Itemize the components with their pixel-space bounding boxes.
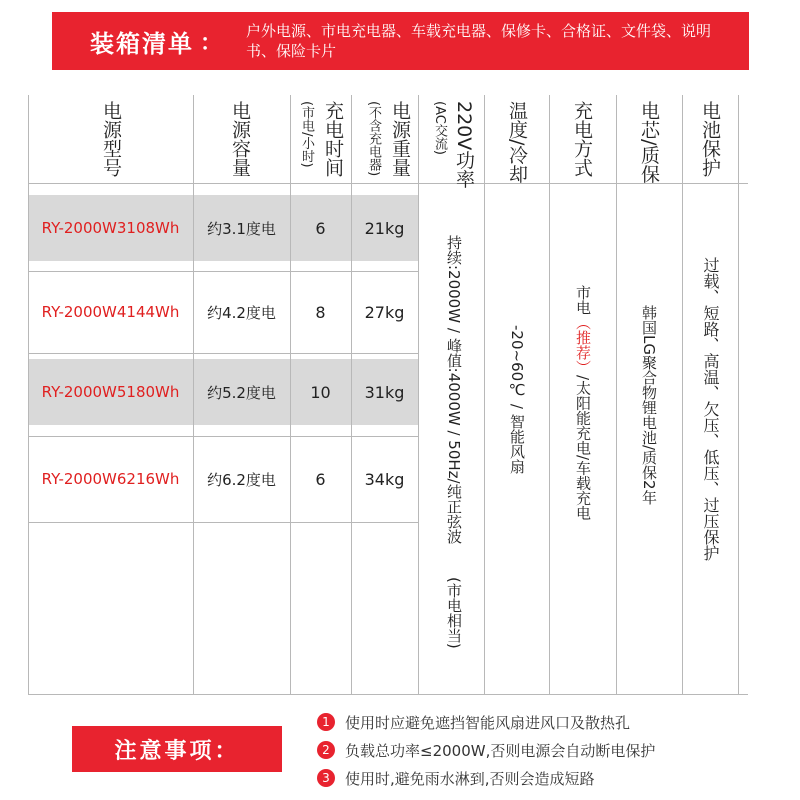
power-spec: 持续:2000W / 峰值:4000W / 50Hz/纯正弦波 — [445, 235, 463, 544]
header-cell: 电芯/质保 — [638, 101, 660, 184]
notice-list — [317, 708, 777, 792]
packing-list-items: 户外电源、市电充电器、车载充电器、保修卡、合格证、文件袋、说明书、保险卡片 — [246, 22, 712, 60]
row-2-capacity: 约4.2度电 — [207, 303, 276, 322]
row-divider — [28, 522, 418, 523]
header-power: 220V功率 — [453, 101, 475, 189]
row-4-weight: 34kg — [364, 469, 405, 489]
col-divider — [418, 95, 419, 695]
protect-spec — [697, 257, 723, 657]
header-protect: 电池保护 — [699, 101, 721, 177]
notice-item — [317, 708, 777, 736]
row-4-time: 6 — [315, 469, 326, 489]
table-bottom — [28, 694, 748, 695]
row-2-time: 8 — [315, 302, 326, 322]
spec-table — [28, 95, 748, 695]
header-weight-sub: (不含充电器) — [366, 101, 381, 177]
header-charge-time-sub: (市电/小时) — [299, 101, 314, 168]
row-3-capacity: 约5.2度电 — [207, 383, 276, 402]
temp-spec: -20~60℃ / 智能风扇 — [508, 325, 526, 474]
cell-spec: 韩国LG聚合物锂电池/质保2年 — [640, 305, 658, 505]
row-2-model: RY-2000W4144Wh — [41, 303, 180, 321]
notice-text: 负载总功率≤2000W,否则电源会自动断电保护 — [345, 741, 656, 760]
row-3-time: 10 — [310, 382, 331, 402]
row-3-weight: 31kg — [364, 382, 405, 402]
notice-item — [317, 736, 777, 764]
packing-list-colon: ： — [200, 30, 223, 56]
number-badge-icon: 1 — [317, 713, 335, 731]
header-charge-time: 充电时间 — [322, 101, 344, 177]
row-1-capacity: 约3.1度电 — [207, 219, 276, 238]
notice-item — [317, 764, 777, 792]
notice-title: 注意事项： — [72, 726, 282, 772]
notice-text: 使用时应避免遮挡智能风扇进风口及散热孔 — [345, 713, 631, 732]
charge-mode-recommended: （推荐） — [574, 315, 592, 375]
row-1-model: RY-2000W3108Wh — [41, 219, 180, 237]
number-badge-icon: 3 — [317, 769, 335, 787]
row-4-model: RY-2000W6216Wh — [41, 470, 180, 488]
number-badge-icon: 2 — [317, 741, 335, 759]
header-power-sub: (AC交流) — [432, 101, 447, 155]
header-weight: 电源重量 — [389, 101, 411, 177]
packing-list-banner — [52, 12, 749, 70]
row-1-weight: 21kg — [364, 218, 405, 238]
col-divider — [484, 95, 485, 695]
charge-mode-main: 市电 — [574, 285, 592, 315]
power-spec-note: (市电相当) — [445, 577, 463, 649]
col-divider — [738, 95, 739, 695]
protect-spec-text: 过载、短路、高温、欠压、低压、过压保护 — [701, 257, 720, 561]
row-divider — [28, 353, 418, 354]
col-divider — [682, 95, 683, 695]
row-2-weight: 27kg — [364, 302, 405, 322]
charge-mode-rest: /太阳能充电/车载充电 — [574, 375, 592, 521]
header-capacity: 电源容量 — [229, 101, 251, 177]
charge-mode-spec — [573, 285, 593, 520]
row-3-model: RY-2000W5180Wh — [41, 383, 180, 401]
header-charge-mode: 充电方式 — [571, 101, 593, 177]
header-model: 电源型号 — [100, 101, 122, 177]
packing-list-title: 装箱清单 — [90, 29, 194, 58]
row-4-capacity: 约6.2度电 — [207, 470, 276, 489]
header-temp: 温度/冷却 — [506, 101, 528, 184]
row-1-time: 6 — [315, 218, 326, 238]
col-divider — [616, 95, 617, 695]
notice-text: 使用时,避免雨水淋到,否则会造成短路 — [345, 769, 595, 788]
col-divider — [549, 95, 550, 695]
